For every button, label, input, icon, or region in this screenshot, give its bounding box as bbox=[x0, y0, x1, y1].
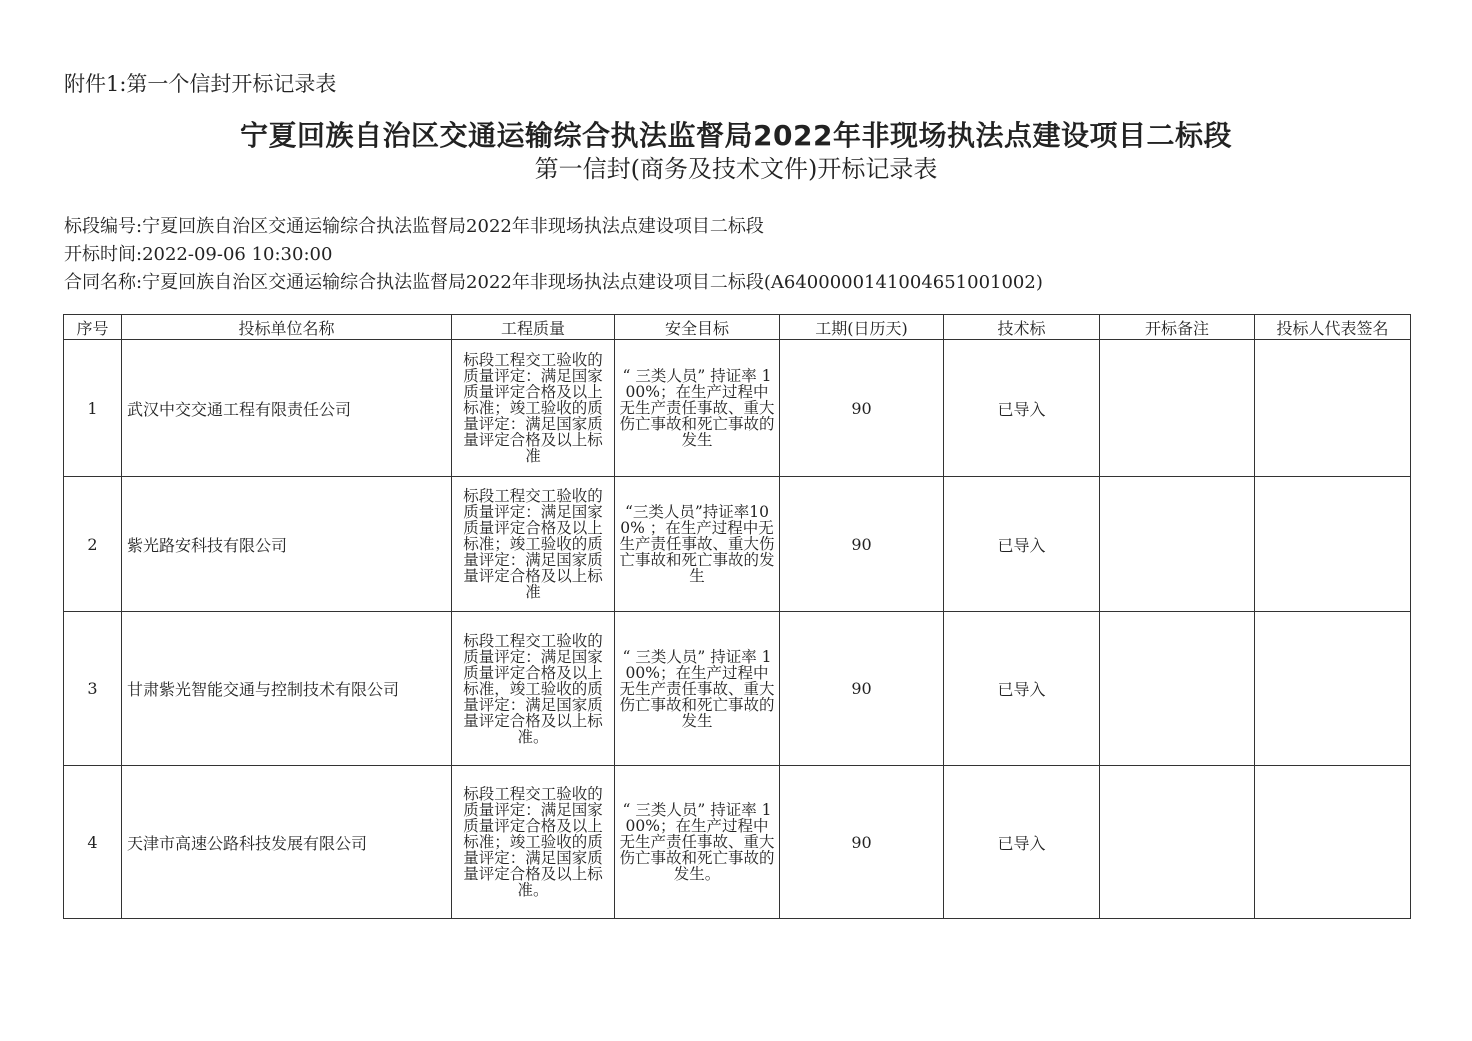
cell-quality: 标段工程交工验收的质量评定：满足国家质量评定合格及以上标准；竣工验收的质量评定：满足国家质量评定合格及以上标准 bbox=[452, 340, 615, 477]
cell-duration: 90 bbox=[780, 340, 944, 477]
cell-no: 1 bbox=[64, 340, 122, 477]
cell-no: 3 bbox=[64, 612, 122, 766]
cell-quality: 标段工程交工验收的质量评定：满足国家质量评定合格及以上标准；竣工验收的质量评定：满足国家质量评定合格及以上标准。 bbox=[452, 766, 615, 919]
cell-tech: 已导入 bbox=[944, 612, 1100, 766]
cell-quality: 标段工程交工验收的质量评定：满足国家质量评定合格及以上标准；竣工验收的质量评定：满足国家质量评定合格及以上标准 bbox=[452, 477, 615, 612]
attachment-label: 附件1:第一个信封开标记录表 bbox=[64, 72, 337, 96]
header-quality: 工程质量 bbox=[452, 315, 615, 340]
header-bidder-name: 投标单位名称 bbox=[122, 315, 452, 340]
cell-bidder-name: 武汉中交交通工程有限责任公司 bbox=[122, 340, 452, 477]
document-title: 宁夏回族自治区交通运输综合执法监督局2022年非现场执法点建设项目二标段 bbox=[240, 119, 1232, 152]
cell-remark bbox=[1100, 340, 1255, 477]
cell-remark bbox=[1100, 766, 1255, 919]
table-row bbox=[64, 477, 1411, 612]
cell-bidder-name: 紫光路安科技有限公司 bbox=[122, 477, 452, 612]
cell-no: 4 bbox=[64, 766, 122, 919]
table-header-row bbox=[64, 315, 1411, 340]
cell-tech: 已导入 bbox=[944, 477, 1100, 612]
table-row bbox=[64, 340, 1411, 477]
cell-signature bbox=[1255, 477, 1411, 612]
cell-signature bbox=[1255, 612, 1411, 766]
cell-signature bbox=[1255, 340, 1411, 477]
header-remark: 开标备注 bbox=[1100, 315, 1255, 340]
document-subtitle: 第一信封(商务及技术文件)开标记录表 bbox=[534, 155, 938, 183]
bid-opening-record-table bbox=[63, 314, 1411, 919]
cell-remark bbox=[1100, 612, 1255, 766]
cell-safety: “ 三类人员” 持证率 100%；在生产过程中无生产责任事故、重大伤亡事故和死亡事故的发生 bbox=[615, 612, 780, 766]
cell-duration: 90 bbox=[780, 766, 944, 919]
cell-signature bbox=[1255, 766, 1411, 919]
cell-no: 2 bbox=[64, 477, 122, 612]
contract-name: 合同名称:宁夏回族自治区交通运输综合执法监督局2022年非现场执法点建设项目二标段(A64000001410046510010​02) bbox=[64, 272, 1043, 293]
cell-safety: “ 三类人员” 持证率 100%；在生产过程中无生产责任事故、重大伤亡事故和死亡事故的发生 bbox=[615, 340, 780, 477]
header-no: 序号 bbox=[64, 315, 122, 340]
cell-tech: 已导入 bbox=[944, 340, 1100, 477]
cell-bidder-name: 甘肃紫光智能交通与控制技术有限公司 bbox=[122, 612, 452, 766]
section-number: 标段编号:宁夏回族自治区交通运输综合执法监督局2022年非现场执法点建设项目二标段 bbox=[64, 216, 764, 237]
header-tech: 技术标 bbox=[944, 315, 1100, 340]
table-row bbox=[64, 612, 1411, 766]
cell-safety: “ 三类人员” 持证率 100%；在生产过程中无生产责任事故、重大伤亡事故和死亡事故的发生。 bbox=[615, 766, 780, 919]
opening-time: 开标时间:2022-09-06 10:30:00 bbox=[64, 244, 333, 265]
cell-safety: “三类人员”持证率100% ；在生产过程中无生产责任事故、重大伤亡事故和死亡事故的发生 bbox=[615, 477, 780, 612]
header-duration: 工期(日历天) bbox=[780, 315, 944, 340]
cell-quality: 标段工程交工验收的质量评定：满足国家质量评定合格及以上标准，竣工验收的质量评定：满足国家质量评定合格及以上标准。 bbox=[452, 612, 615, 766]
header-safety: 安全目标 bbox=[615, 315, 780, 340]
cell-remark bbox=[1100, 477, 1255, 612]
table-row bbox=[64, 766, 1411, 919]
header-signature: 投标人代表签名 bbox=[1255, 315, 1411, 340]
cell-duration: 90 bbox=[780, 477, 944, 612]
cell-duration: 90 bbox=[780, 612, 944, 766]
cell-tech: 已导入 bbox=[944, 766, 1100, 919]
cell-bidder-name: 天津市高速公路科技发展有限公司 bbox=[122, 766, 452, 919]
